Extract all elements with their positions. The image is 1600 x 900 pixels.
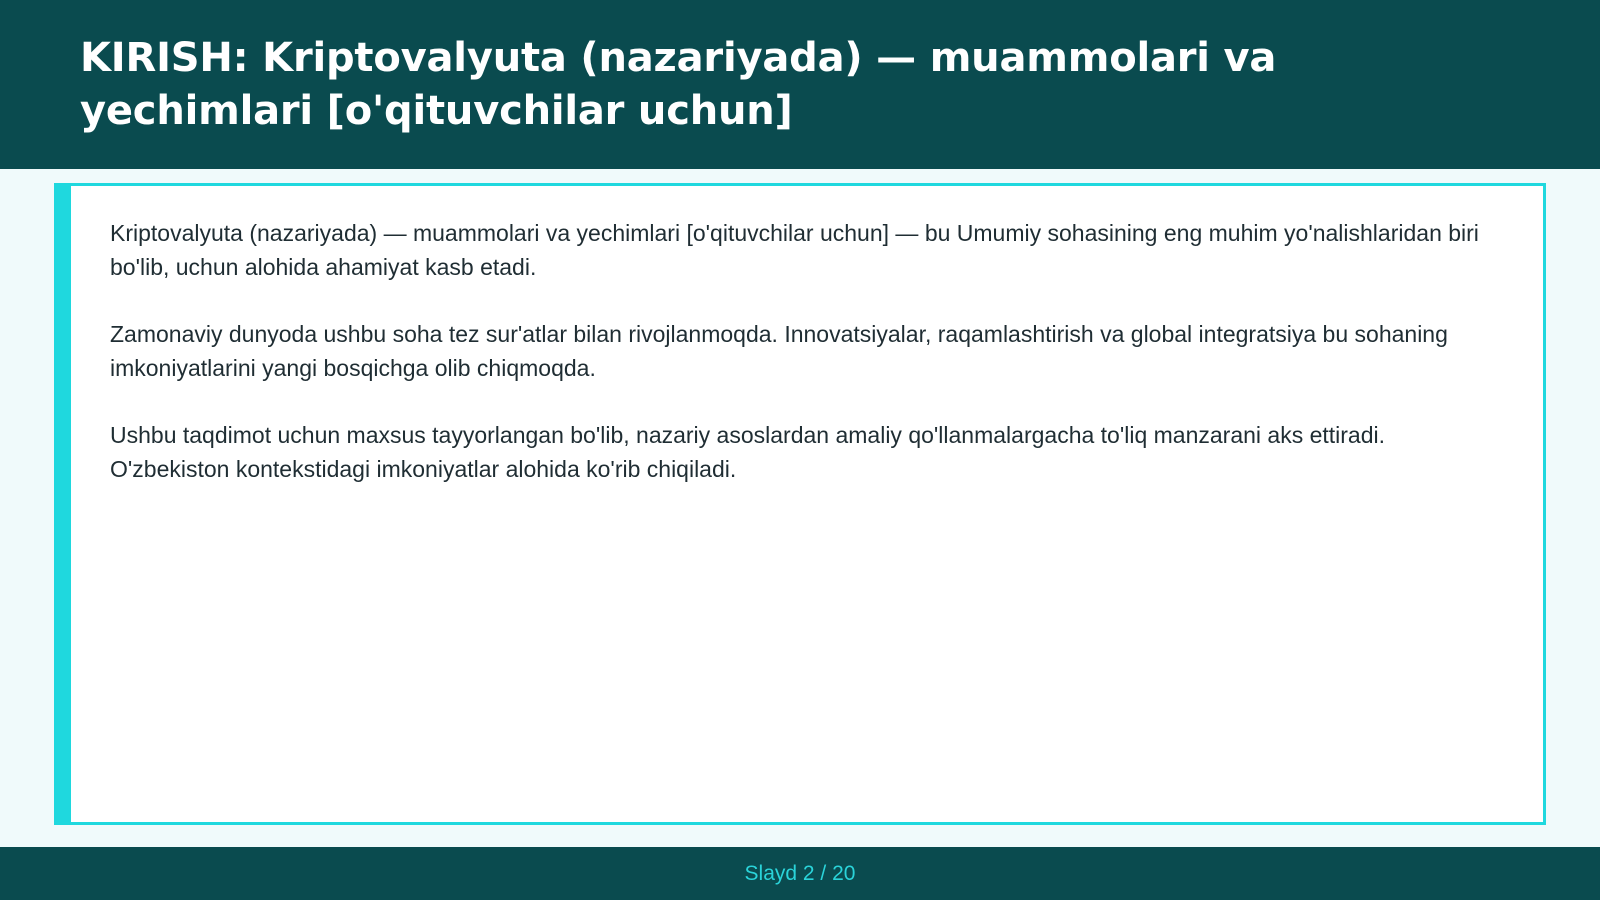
content-card [54, 183, 1546, 825]
slide-footer [0, 847, 1600, 900]
intro-paragraph: Kriptovalyuta (nazariyada) — muammolari va yechimlari [o'qituvchilar uchun] — bu Umumiy sohasining eng muhim yo'nalishlaridan biri bo'lib, uchun alohida ahamiyat kasb etadi. [110, 220, 1479, 280]
presentation-purpose-paragraph: Ushbu taqdimot uchun maxsus tayyorlangan bo'lib, nazariy asoslardan amaliy qo'llanmalargacha to'liq manzarani aks ettiradi. O'zbekiston kontekstidagi imkoniyatlar alohida ko'rib chiqiladi. [110, 422, 1386, 482]
slide-counter: Slayd 2 / 20 [744, 861, 856, 885]
slide-title: KIRISH: Kriptovalyuta (nazariyada) — muammolari va yechimlari [o'qituvchilar uchun] [80, 35, 1277, 134]
modern-world-paragraph: Zamonaviy dunyoda ushbu soha tez sur'atlar bilan rivojlanmoqda. Innovatsiyalar, raqamlashtirish va global integratsiya bu sohaning imkoniyatlarini yangi bosqichga olib chiqmoqda. [110, 321, 1448, 381]
slide-header [0, 0, 1600, 169]
